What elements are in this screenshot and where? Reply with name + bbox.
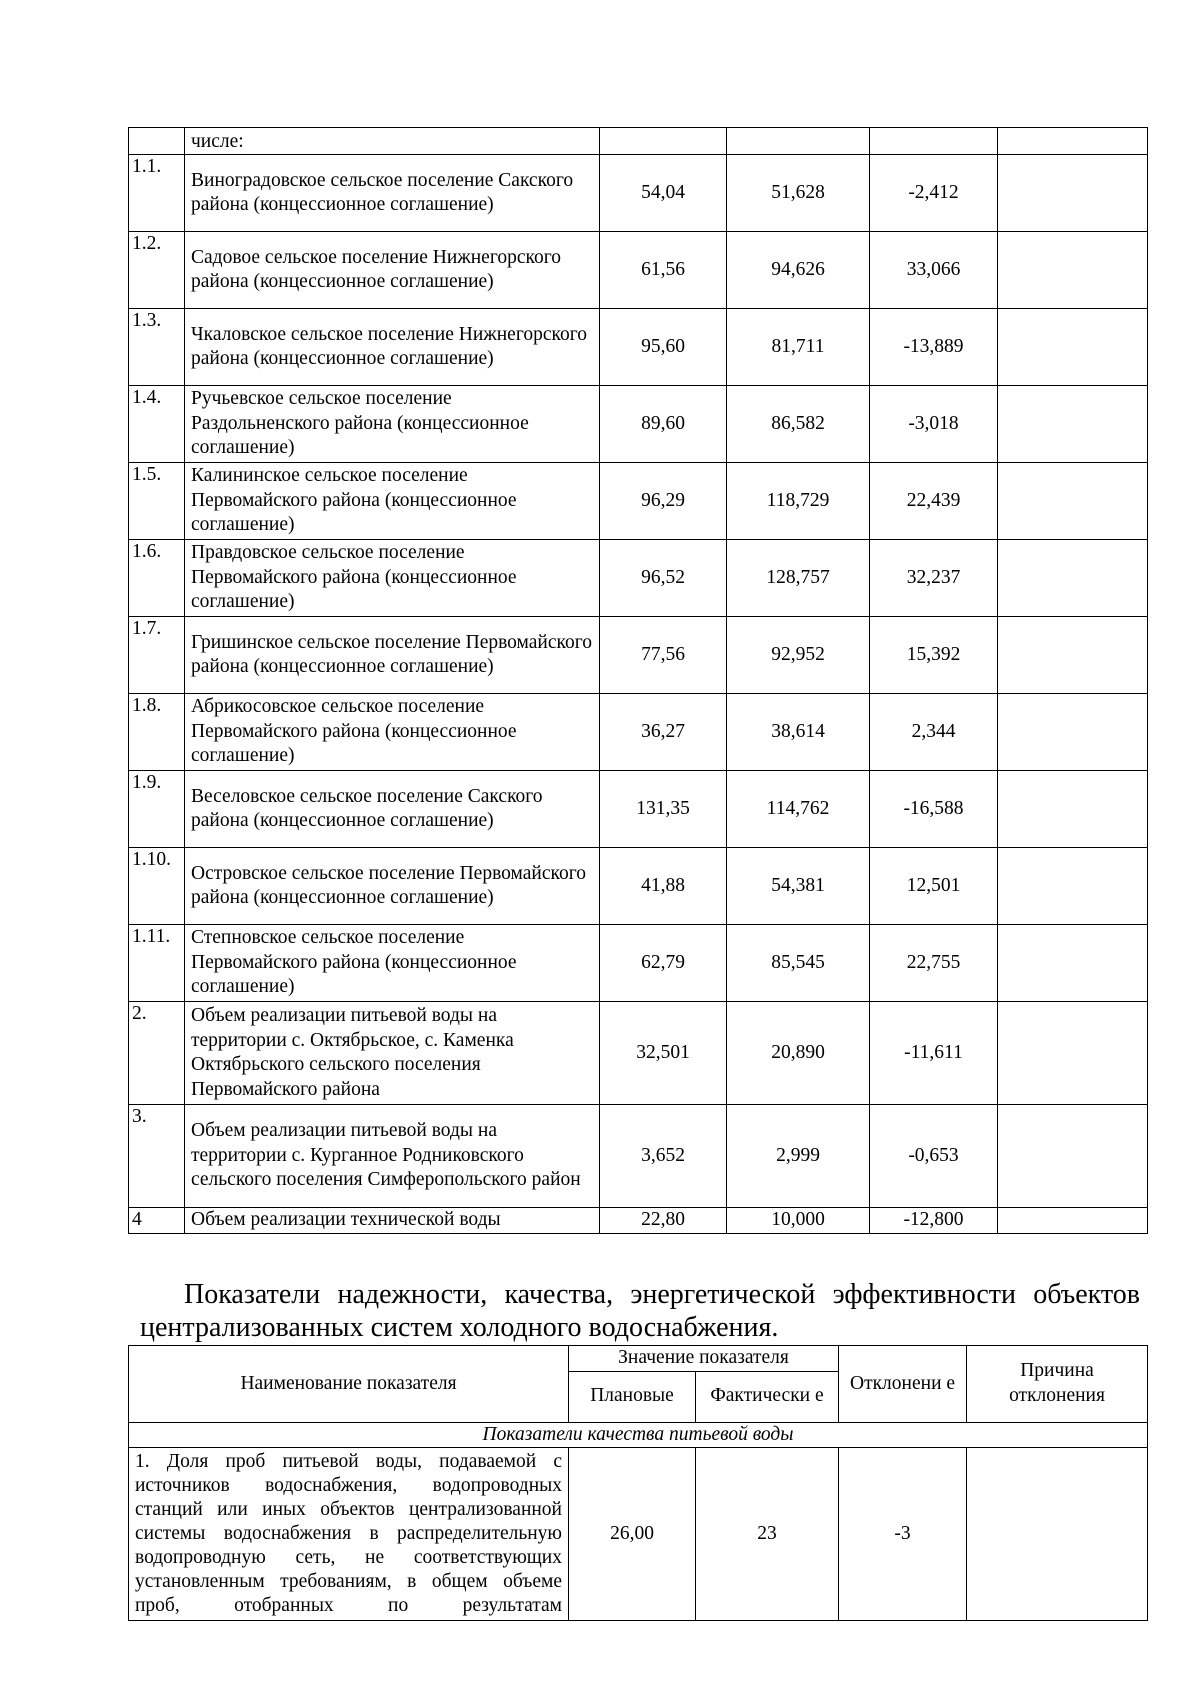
table-row bbox=[129, 155, 1148, 232]
row-name: числе: bbox=[185, 128, 600, 155]
row-number: 1.2. bbox=[129, 232, 185, 309]
row-number: 1.1. bbox=[129, 155, 185, 232]
row-plan-value: 32,501 bbox=[600, 1002, 727, 1105]
table-row bbox=[129, 540, 1148, 617]
row-number: 1.4. bbox=[129, 386, 185, 463]
row-number: 1.6. bbox=[129, 540, 185, 617]
row-fact-value: 38,614 bbox=[727, 694, 870, 771]
row-plan-value: 36,27 bbox=[600, 694, 727, 771]
section-heading: Показатели надежности, качества, энергетической эффективности объектов централизованных систем холодного водоснабжения. bbox=[140, 1279, 1140, 1343]
table-row bbox=[129, 925, 1148, 1002]
row-name: Гришинское сельское поселение Первомайского района (концессионное соглашение) bbox=[185, 617, 600, 694]
indicator-name: 1. Доля проб питьевой воды, подаваемой с источников водоснабжения, водопроводных станций или иных объектов централизованной системы водоснабжения в распределительную водопроводную сеть, не соответствующих установленным требованиям, в общем объеме проб, отобранных по результатам bbox=[129, 1448, 569, 1621]
row-deviation-value: 22,439 bbox=[870, 463, 998, 540]
row-number: 3. bbox=[129, 1105, 185, 1208]
table-row bbox=[129, 309, 1148, 386]
row-name: Веселовское сельское поселение Сакского района (концессионное соглашение) bbox=[185, 771, 600, 848]
row-plan-value: 95,60 bbox=[600, 309, 727, 386]
row-number: 1.9. bbox=[129, 771, 185, 848]
table-row bbox=[129, 617, 1148, 694]
indicator-deviation: -3 bbox=[839, 1448, 967, 1621]
row-name: Садовое сельское поселение Нижнегорского района (концессионное соглашение) bbox=[185, 232, 600, 309]
row-reason bbox=[998, 848, 1148, 925]
row-reason bbox=[998, 1208, 1148, 1234]
table-row bbox=[129, 463, 1148, 540]
section-title: Показатели качества питьевой воды bbox=[129, 1422, 1148, 1448]
row-deviation-value: -12,800 bbox=[870, 1208, 998, 1234]
row-name: Абрикосовское сельское поселение Первомайского района (концессионное соглашение) bbox=[185, 694, 600, 771]
table-row bbox=[129, 386, 1148, 463]
row-number: 2. bbox=[129, 1002, 185, 1105]
table-row bbox=[129, 771, 1148, 848]
table-row bbox=[129, 1105, 1148, 1208]
row-plan-value: 54,04 bbox=[600, 155, 727, 232]
row-deviation-value: -11,611 bbox=[870, 1002, 998, 1105]
row-fact-value: 51,628 bbox=[727, 155, 870, 232]
row-number: 1.3. bbox=[129, 309, 185, 386]
row-plan-value: 77,56 bbox=[600, 617, 727, 694]
reliability-indicators-table bbox=[128, 1345, 1148, 1621]
row-number bbox=[129, 128, 185, 155]
water-sales-table bbox=[128, 127, 1148, 1234]
row-plan-value: 41,88 bbox=[600, 848, 727, 925]
table-row bbox=[129, 1448, 1148, 1621]
row-number: 4 bbox=[129, 1208, 185, 1234]
table-row bbox=[129, 1002, 1148, 1105]
row-number: 1.8. bbox=[129, 694, 185, 771]
row-plan-value: 61,56 bbox=[600, 232, 727, 309]
row-reason bbox=[998, 386, 1148, 463]
indicator-fact: 23 bbox=[696, 1448, 839, 1621]
row-name: Ручьевское сельское поселение Раздольненского района (концессионное соглашение) bbox=[185, 386, 600, 463]
row-reason bbox=[998, 309, 1148, 386]
table-row bbox=[129, 694, 1148, 771]
row-reason bbox=[998, 463, 1148, 540]
row-reason bbox=[998, 925, 1148, 1002]
row-fact-value: 2,999 bbox=[727, 1105, 870, 1208]
row-deviation-value: 12,501 bbox=[870, 848, 998, 925]
section-row bbox=[129, 1422, 1148, 1448]
row-deviation-value: 2,344 bbox=[870, 694, 998, 771]
row-deviation-value: -13,889 bbox=[870, 309, 998, 386]
row-fact-value: 81,711 bbox=[727, 309, 870, 386]
header-reason: Причина отклонения bbox=[967, 1346, 1148, 1423]
row-reason bbox=[998, 694, 1148, 771]
row-fact-value: 20,890 bbox=[727, 1002, 870, 1105]
header-fact: Фактически е bbox=[696, 1371, 839, 1422]
row-name: Виноградовское сельское поселение Сакского района (концессионное соглашение) bbox=[185, 155, 600, 232]
row-deviation-value: -2,412 bbox=[870, 155, 998, 232]
row-number: 1.7. bbox=[129, 617, 185, 694]
header-deviation: Отклонени е bbox=[839, 1346, 967, 1423]
row-plan-value: 89,60 bbox=[600, 386, 727, 463]
row-name: Калининское сельское поселение Первомайского района (концессионное соглашение) bbox=[185, 463, 600, 540]
row-reason bbox=[998, 771, 1148, 848]
row-plan-value: 96,29 bbox=[600, 463, 727, 540]
row-deviation-value: 32,237 bbox=[870, 540, 998, 617]
row-number: 1.10. bbox=[129, 848, 185, 925]
row-fact-value: 86,582 bbox=[727, 386, 870, 463]
row-reason bbox=[998, 232, 1148, 309]
table-row-partial bbox=[129, 128, 1148, 155]
header-name: Наименование показателя bbox=[129, 1346, 569, 1423]
row-name: Правдовское сельское поселение Первомайского района (концессионное соглашение) bbox=[185, 540, 600, 617]
row-reason bbox=[998, 1002, 1148, 1105]
row-deviation-value: 22,755 bbox=[870, 925, 998, 1002]
header-plan: Плановые bbox=[569, 1371, 696, 1422]
row-deviation-value: 15,392 bbox=[870, 617, 998, 694]
row-plan-value: 62,79 bbox=[600, 925, 727, 1002]
row-deviation-value: -0,653 bbox=[870, 1105, 998, 1208]
row-reason bbox=[998, 155, 1148, 232]
row-name: Степновское сельское поселение Первомайского района (концессионное соглашение) bbox=[185, 925, 600, 1002]
row-reason bbox=[998, 1105, 1148, 1208]
row-fact-value: 114,762 bbox=[727, 771, 870, 848]
row-reason bbox=[998, 617, 1148, 694]
row-reason bbox=[998, 540, 1148, 617]
row-deviation-value: -16,588 bbox=[870, 771, 998, 848]
row-fact-value: 85,545 bbox=[727, 925, 870, 1002]
row-name: Чкаловское сельское поселение Нижнегорского района (концессионное соглашение) bbox=[185, 309, 600, 386]
header-value-group: Значение показателя bbox=[569, 1346, 839, 1372]
table-row bbox=[129, 1208, 1148, 1234]
table-row bbox=[129, 848, 1148, 925]
indicator-reason bbox=[967, 1448, 1148, 1621]
row-plan-value: 131,35 bbox=[600, 771, 727, 848]
table-header-row bbox=[129, 1346, 1148, 1372]
row-plan-value: 22,80 bbox=[600, 1208, 727, 1234]
row-number: 1.11. bbox=[129, 925, 185, 1002]
row-name: Объем реализации питьевой воды на территории с. Курганное Родниковского сельского поселения Симферопольского район bbox=[185, 1105, 600, 1208]
row-fact-value: 92,952 bbox=[727, 617, 870, 694]
row-deviation-value: 33,066 bbox=[870, 232, 998, 309]
row-fact-value: 118,729 bbox=[727, 463, 870, 540]
row-name: Объем реализации технической воды bbox=[185, 1208, 600, 1234]
row-number: 1.5. bbox=[129, 463, 185, 540]
row-fact-value: 10,000 bbox=[727, 1208, 870, 1234]
indicator-plan: 26,00 bbox=[569, 1448, 696, 1621]
row-fact-value: 94,626 bbox=[727, 232, 870, 309]
row-deviation-value: -3,018 bbox=[870, 386, 998, 463]
row-name: Островское сельское поселение Первомайского района (концессионное соглашение) bbox=[185, 848, 600, 925]
row-fact-value: 128,757 bbox=[727, 540, 870, 617]
row-name: Объем реализации питьевой воды на территории с. Октябрьское, с. Каменка Октябрьского сельского поселения Первомайского района bbox=[185, 1002, 600, 1105]
table-row bbox=[129, 232, 1148, 309]
row-plan-value: 3,652 bbox=[600, 1105, 727, 1208]
row-fact-value: 54,381 bbox=[727, 848, 870, 925]
row-plan-value: 96,52 bbox=[600, 540, 727, 617]
